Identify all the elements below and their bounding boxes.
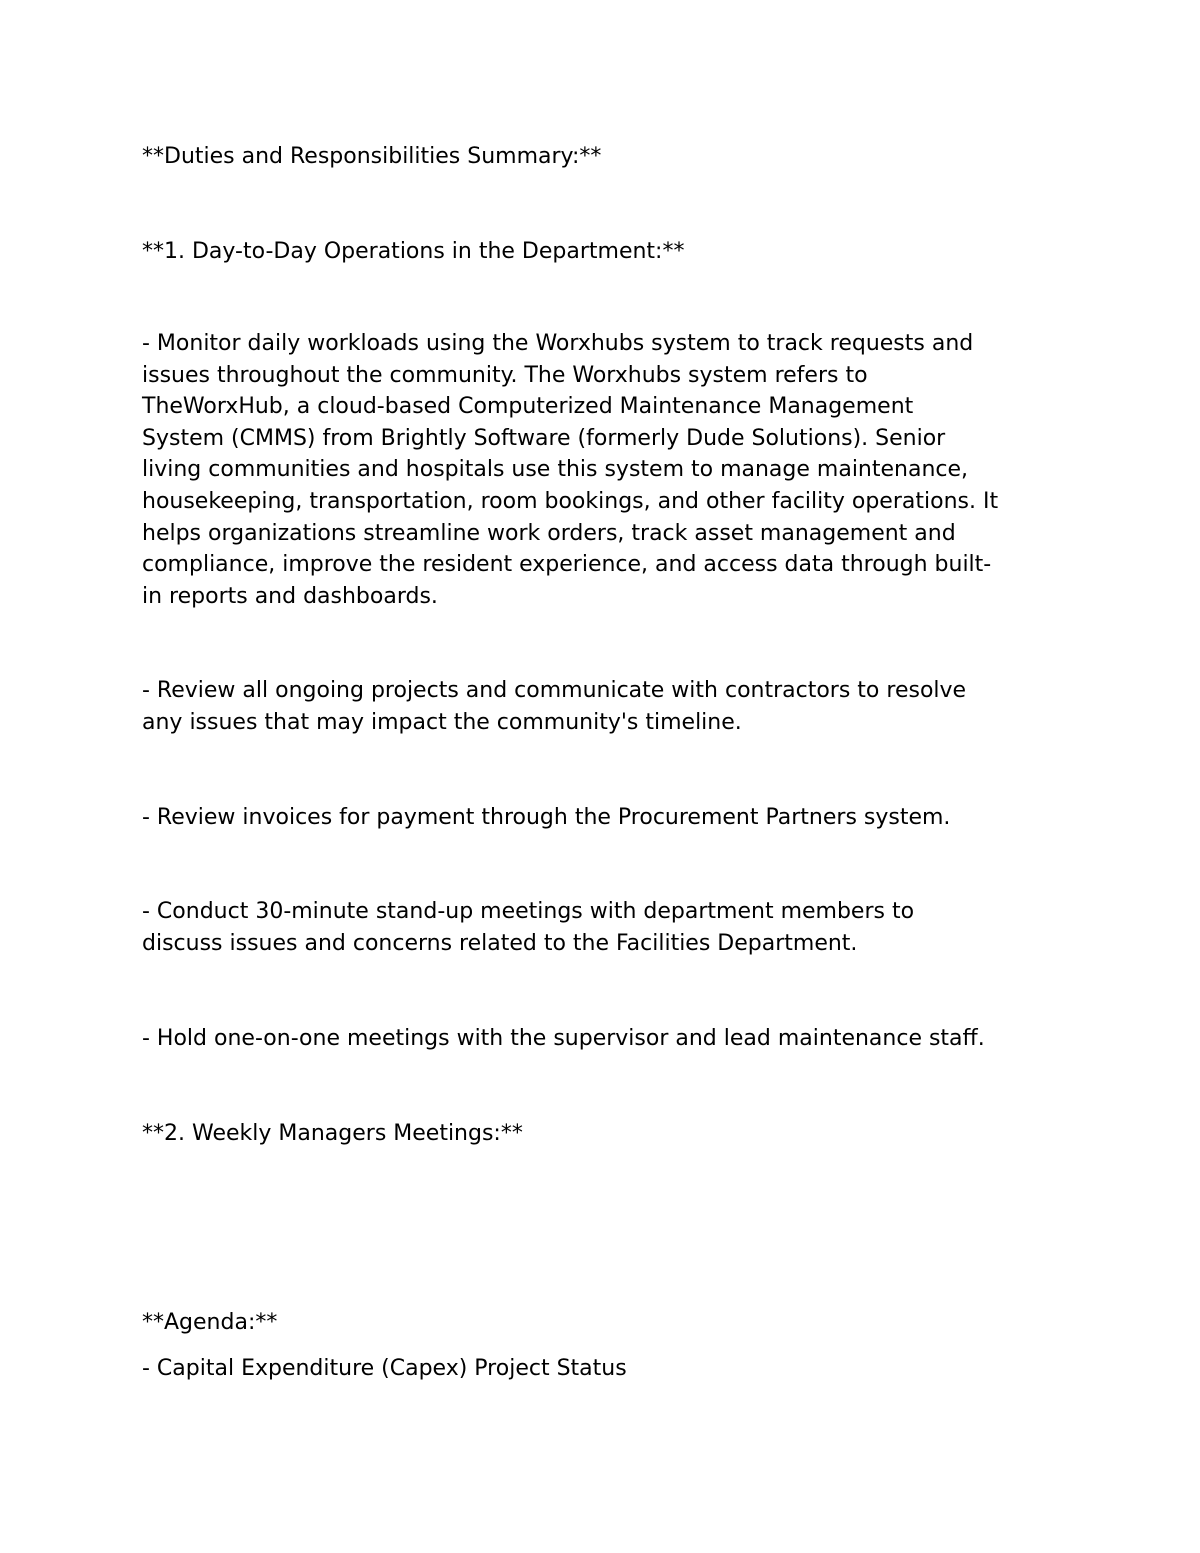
paragraph-line: - Conduct 30-minute stand-up meetings with department members to bbox=[142, 899, 915, 924]
section-2-title: **2. Weekly Managers Meetings:** bbox=[142, 1121, 523, 1146]
bullet-standup-meetings bbox=[142, 896, 1072, 959]
agenda-title: **Agenda:** bbox=[142, 1310, 278, 1335]
page-heading: **Duties and Responsibilities Summary:** bbox=[142, 144, 602, 169]
paragraph-line: - Monitor daily workloads using the Worxhubs system to track requests and bbox=[142, 331, 974, 356]
bullet-review-invoices: - Review invoices for payment through the Procurement Partners system. bbox=[142, 805, 951, 830]
bullet-review-projects bbox=[142, 675, 1072, 738]
section-1-title: **1. Day-to-Day Operations in the Department:** bbox=[142, 239, 685, 264]
paragraph-line: helps organizations streamline work orders, track asset management and bbox=[142, 520, 956, 546]
bullet-one-on-one: - Hold one-on-one meetings with the supervisor and lead maintenance staff. bbox=[142, 1026, 985, 1051]
paragraph-line: living communities and hospitals use this system to manage maintenance, bbox=[142, 457, 969, 483]
paragraph-line: compliance, improve the resident experience, and access data through built- bbox=[142, 552, 992, 578]
paragraph-line: discuss issues and concerns related to the Facilities Department. bbox=[142, 930, 858, 956]
paragraph-line: any issues that may impact the community's timeline. bbox=[142, 709, 742, 735]
paragraph-line: in reports and dashboards. bbox=[142, 583, 438, 609]
paragraph-line: housekeeping, transportation, room bookings, and other facility operations. It bbox=[142, 488, 999, 514]
paragraph-line: - Review all ongoing projects and communicate with contractors to resolve bbox=[142, 678, 967, 703]
paragraph-line: TheWorxHub, a cloud-based Computerized Maintenance Management bbox=[142, 394, 914, 420]
bullet-monitor-workloads bbox=[142, 328, 1072, 612]
agenda-item: - Capital Expenditure (Capex) Project Status bbox=[142, 1356, 627, 1381]
paragraph-line: issues throughout the community. The Worxhubs system refers to bbox=[142, 362, 868, 388]
paragraph-line: System (CMMS) from Brightly Software (formerly Dude Solutions). Senior bbox=[142, 425, 946, 451]
